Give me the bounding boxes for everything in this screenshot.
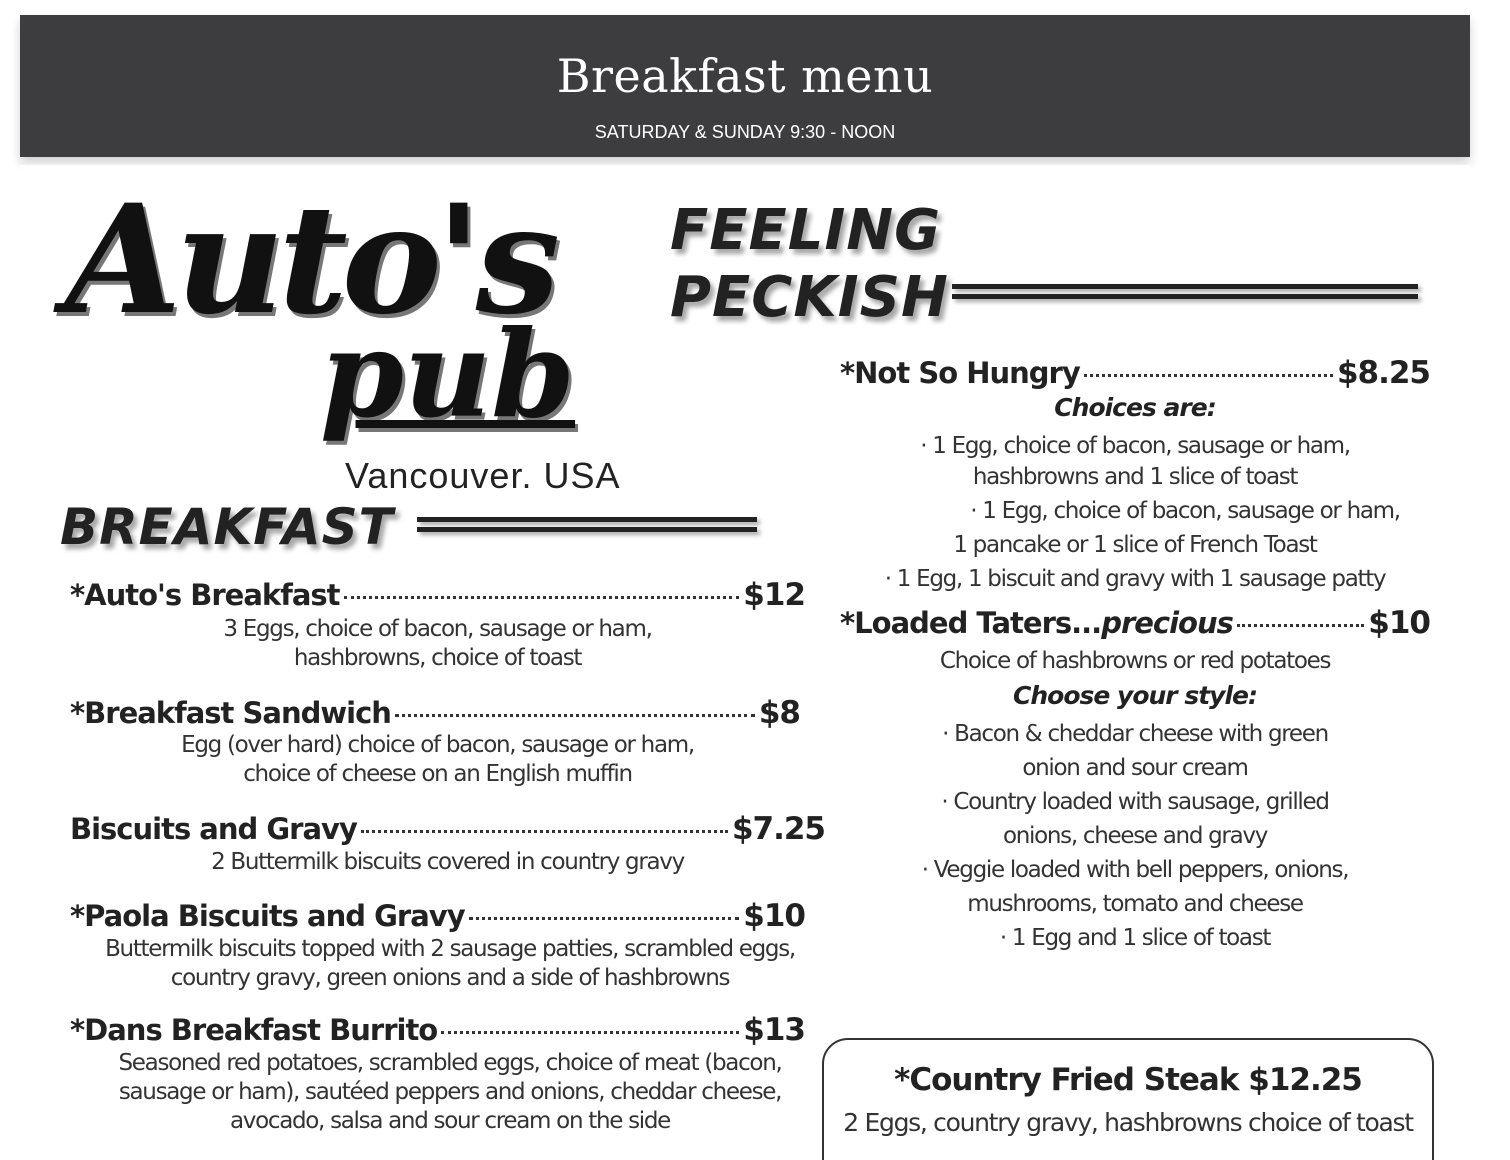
item-description bbox=[65, 935, 835, 993]
country-fried-steak-box bbox=[822, 1038, 1434, 1160]
item-description bbox=[70, 848, 825, 877]
peckish-rule bbox=[952, 282, 1418, 302]
peckish-heading-line1: FEELING bbox=[670, 198, 942, 263]
peckish-heading-line2: PECKISH bbox=[670, 265, 949, 330]
item-description: 2 Eggs, country gravy, hashbrowns choice of toast bbox=[843, 1108, 1413, 1137]
choice-item: hashbrowns and 1 slice of toast bbox=[972, 464, 1298, 490]
leader-dots bbox=[441, 1031, 739, 1034]
menu-item-breakfast-sandwich bbox=[70, 695, 800, 731]
logo-autos: Auto's bbox=[65, 172, 555, 348]
menu-item-loaded-taters bbox=[840, 605, 1430, 641]
item-name bbox=[840, 606, 1233, 640]
hours-subtitle: SATURDAY & SUNDAY 9:30 - NOON bbox=[594, 122, 896, 142]
style-item: onion and sour cream bbox=[1022, 755, 1248, 781]
choices-label: Choices are: bbox=[1054, 393, 1216, 422]
style-item: · 1 Egg and 1 slice of toast bbox=[999, 925, 1271, 951]
item-price: $10 bbox=[743, 898, 805, 934]
item-name-text: *Loaded Taters... bbox=[840, 606, 1102, 640]
desc-line: Egg (over hard) choice of bacon, sausage or ham, bbox=[181, 732, 694, 758]
style-item: onions, cheese and gravy bbox=[1002, 823, 1267, 849]
menu-item-dans-breakfast-burrito bbox=[70, 1012, 805, 1048]
style-item: · Bacon & cheddar cheese with green bbox=[942, 721, 1328, 747]
item-description: Choice of hashbrowns or red potatoes bbox=[939, 648, 1331, 674]
leader-dots bbox=[469, 917, 740, 920]
item-price: $13 bbox=[743, 1012, 805, 1048]
desc-line: 3 Eggs, choice of bacon, sausage or ham, bbox=[223, 616, 652, 642]
desc-line: avocado, salsa and sour cream on the side bbox=[229, 1108, 671, 1134]
item-price: $7.25 bbox=[731, 811, 825, 847]
style-label: Choose your style: bbox=[1013, 681, 1257, 710]
desc-line: 2 Buttermilk biscuits covered in country gravy bbox=[211, 849, 684, 875]
choices-list bbox=[840, 429, 1430, 596]
menu-image bbox=[20, 165, 1470, 1160]
page-title: Breakfast menu bbox=[556, 49, 934, 103]
desc-line: Seasoned red potatoes, scrambled eggs, choice of meat (bacon, bbox=[118, 1050, 782, 1076]
desc-line: sausage or ham), sautéed peppers and onions, cheddar cheese, bbox=[118, 1079, 782, 1105]
choice-item: 1 pancake or 1 slice of French Toast bbox=[953, 532, 1317, 558]
item-description bbox=[65, 1049, 835, 1136]
menu-item-paola-biscuits-and-gravy bbox=[70, 898, 805, 934]
desc-line: hashbrowns, choice of toast bbox=[293, 645, 582, 671]
logo-pub: pub bbox=[320, 304, 576, 445]
menu-header bbox=[20, 15, 1470, 157]
item-price: $8.25 bbox=[1336, 355, 1430, 391]
style-item: mushrooms, tomato and cheese bbox=[967, 891, 1303, 917]
leader-dots bbox=[395, 714, 755, 717]
item-name: *Not So Hungry bbox=[840, 356, 1080, 390]
item-name: Biscuits and Gravy bbox=[70, 812, 357, 846]
leader-dots bbox=[1237, 624, 1364, 627]
desc-line: Buttermilk biscuits topped with 2 sausage patties, scrambled eggs, bbox=[105, 936, 795, 962]
choice-item: · 1 Egg, 1 biscuit and gravy with 1 sausage patty bbox=[884, 566, 1386, 592]
item-description bbox=[70, 615, 805, 673]
item-name: *Auto's Breakfast bbox=[70, 578, 340, 612]
breakfast-heading: BREAKFAST bbox=[60, 498, 394, 556]
item-description bbox=[70, 731, 805, 789]
item-price: $12 bbox=[743, 577, 805, 613]
leader-dots bbox=[361, 830, 728, 833]
style-item: · Veggie loaded with bell peppers, onions, bbox=[921, 857, 1349, 883]
item-name: *Breakfast Sandwich bbox=[70, 696, 391, 730]
menu-item-biscuits-and-gravy bbox=[70, 811, 825, 847]
item-price: $10 bbox=[1368, 605, 1430, 641]
menu-item-autos-breakfast bbox=[70, 577, 805, 613]
style-item: · Country loaded with sausage, grilled bbox=[941, 789, 1329, 815]
desc-line: country gravy, green onions and a side of hashbrowns bbox=[170, 965, 730, 991]
item-name: *Paola Biscuits and Gravy bbox=[70, 899, 465, 933]
leader-dots bbox=[344, 596, 740, 599]
item-name-emphasis: precious bbox=[1101, 606, 1233, 640]
logo-city: Vancouver. USA bbox=[345, 455, 621, 496]
breakfast-rule bbox=[417, 515, 757, 535]
item-name: *Dans Breakfast Burrito bbox=[70, 1013, 438, 1047]
choice-item: · 1 Egg, choice of bacon, sausage or ham, bbox=[920, 433, 1350, 459]
desc-line: choice of cheese on an English muffin bbox=[243, 761, 632, 787]
item-name: *Country Fried Steak $12.25 bbox=[894, 1062, 1362, 1098]
menu-item-not-so-hungry bbox=[840, 355, 1430, 391]
item-price: $8 bbox=[758, 695, 800, 731]
choice-item: · 1 Egg, choice of bacon, sausage or ham, bbox=[970, 498, 1400, 524]
styles-list bbox=[840, 717, 1430, 955]
leader-dots bbox=[1084, 374, 1333, 377]
